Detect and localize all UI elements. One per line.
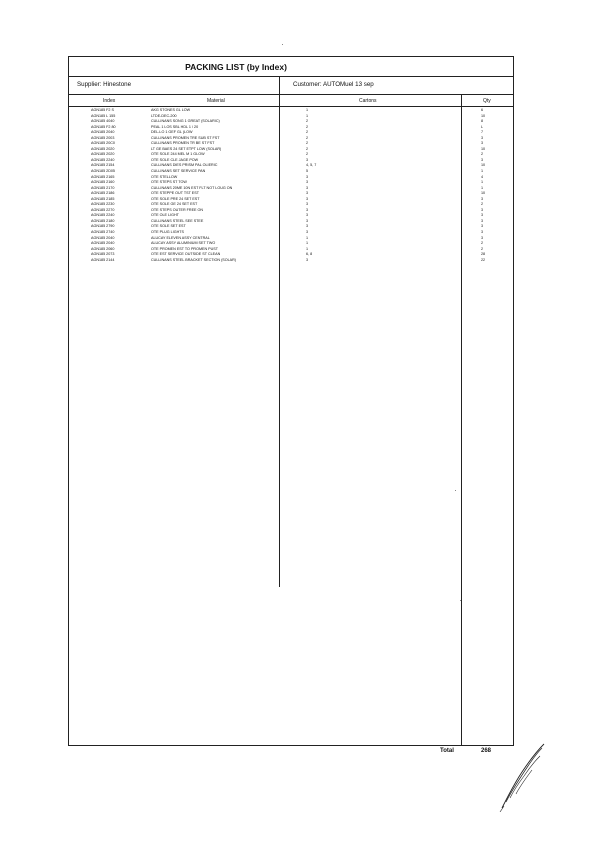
total-value: 268 <box>481 748 492 754</box>
row-description: OTE STEPS OUTER FREE ON <box>151 207 204 212</box>
row-description: ALUCAY ASSY ALUMINIUM SET TWO <box>151 241 216 246</box>
handwritten-signature <box>498 740 550 812</box>
row-description: CULLINANS STEEL BRACKET SECTION (SOLAR) <box>151 257 237 262</box>
row-code: AGN185 2040 <box>91 130 115 135</box>
row-qty: 2 <box>481 241 484 246</box>
row-cartons: 2 <box>306 124 309 129</box>
row-description: OTE STELLOW <box>151 174 178 179</box>
customer-name: AUTOMuel 13 sep <box>322 81 374 88</box>
row-qty: 2 <box>481 152 484 157</box>
row-description: CULLINANS 20ME 10N EST FLT NOT LOUG ON <box>151 185 233 190</box>
row-cartons: 3 <box>306 191 309 196</box>
row-code: AGN185 2D05 <box>91 169 115 174</box>
row-description: LTDE-DEC-200 <box>151 113 177 118</box>
row-code: AGN185 2144 <box>91 257 115 262</box>
scan-speck <box>460 600 461 601</box>
row-code: AGN185 2165 <box>91 174 115 179</box>
column-header-row <box>69 95 513 107</box>
row-qty: 1 <box>481 185 484 190</box>
row-code: AGN185 2270 <box>91 207 115 212</box>
row-cartons: 3 <box>306 207 309 212</box>
row-description: OTE SOLE CLE JAGE POW <box>151 157 199 162</box>
row-description: CULLINANS STEEL SEE STEE <box>151 218 204 223</box>
row-qty: 1 <box>481 169 484 174</box>
row-qty: 3 <box>481 224 484 229</box>
document-title: PACKING LIST (by Index) <box>69 57 513 77</box>
row-description: OTE SOLE SET EST <box>151 224 186 229</box>
row-cartons: 3 <box>306 224 309 229</box>
row-cartons: 3 <box>306 180 309 185</box>
row-code: AGN185 2740 <box>91 230 115 235</box>
row-code: AGN185 2160 <box>91 180 115 185</box>
row-qty: 7 <box>481 130 484 135</box>
col-qty: Qty <box>483 98 491 104</box>
row-qty: 2 <box>481 246 484 251</box>
scan-speck <box>455 490 456 491</box>
row-code: AGN185 2790 <box>91 224 115 229</box>
table-row <box>69 258 513 264</box>
row-cartons: 3 <box>306 185 309 190</box>
row-code: AGN185 2240 <box>91 213 115 218</box>
row-description: DEL-LO 1 GEF GL (LOW <box>151 130 193 135</box>
row-qty: 10 <box>481 113 486 118</box>
row-qty: 10 <box>481 146 486 151</box>
row-cartons: 2 <box>306 146 309 151</box>
row-cartons: 3 <box>306 196 309 201</box>
row-code: AGN185 2040 <box>91 235 115 240</box>
row-qty: L <box>481 124 484 129</box>
row-qty: 6 <box>481 108 484 112</box>
row-description: CULLINANS DIES PRISM PAL OLIERIC <box>151 163 218 168</box>
row-code: AGN185 2185 <box>91 196 115 201</box>
row-qty: 4 <box>481 174 484 179</box>
row-qty: 1 <box>481 180 484 185</box>
row-qty: 10 <box>481 191 486 196</box>
row-qty: 3 <box>481 157 484 162</box>
row-description: CULLINANS PROMEN TR BE ST FST <box>151 141 215 146</box>
row-description: PEAL 1 LOS SBL HDL 1 / 20 <box>151 124 199 129</box>
row-code: AGN185 2003 <box>91 135 115 140</box>
row-description: CULLINANS PROMEN TRE SUB ST FST <box>151 135 220 140</box>
row-description: OTE SOLE GE 24 SET EST <box>151 202 198 207</box>
col-cartons: Cartons <box>359 98 377 104</box>
row-description: OTE STEPS ST TOW <box>151 180 187 185</box>
row-cartons: 2 <box>306 141 309 146</box>
row-cartons: 3 <box>306 174 309 179</box>
row-description: CULLINANS SET SERVICE PAN <box>151 169 206 174</box>
row-cartons: 1 <box>306 241 309 246</box>
row-description: OTE OLE LIGHT <box>151 213 179 218</box>
row-description: LT GE BAES 24 SET ETPT LOW (SOLAR) <box>151 146 222 151</box>
row-cartons: 5 <box>306 169 309 174</box>
row-cartons: 3 <box>306 230 309 235</box>
row-qty: 10 <box>481 163 486 168</box>
row-description: OTE EST SERVICE OUTSIDE ST CLEAN <box>151 252 221 257</box>
row-qty: 3 <box>481 135 484 140</box>
row-description: OTE STEPPE OUT TST EST <box>151 191 199 196</box>
row-qty: 22 <box>481 257 486 262</box>
packing-list-frame <box>68 56 514 746</box>
row-cartons: 3 <box>306 202 309 207</box>
supplier-label: Supplier: <box>77 81 102 88</box>
row-cartons: 2 <box>306 135 309 140</box>
row-code: AGN185 2040 <box>91 241 115 246</box>
row-description: ALUCAY ELEVEN ASSY CENTRAL <box>151 235 210 240</box>
row-qty: 3 <box>481 207 484 212</box>
row-code: AGN185 F2 S <box>91 108 114 112</box>
row-qty: 3 <box>481 213 484 218</box>
row-code: AGN185 2186 <box>91 191 115 196</box>
supplier <box>77 81 131 88</box>
row-qty: 8 <box>481 119 484 124</box>
row-cartons: 1 <box>306 246 309 251</box>
col-description: Material <box>207 98 225 104</box>
row-qty: 3 <box>481 196 484 201</box>
party-row <box>69 77 513 95</box>
row-cartons: 2 <box>306 130 309 135</box>
row-description: OTE PROMEN EST TO PROMEN PUST <box>151 246 218 251</box>
row-code: AGN185 4040 <box>91 119 115 124</box>
customer-label: Customer: <box>293 81 322 88</box>
row-qty: 3 <box>481 235 484 240</box>
row-qty: 2 <box>481 202 484 207</box>
row-cartons: 3 <box>306 213 309 218</box>
row-code: AGN185 2180 <box>91 218 115 223</box>
row-description: OTE SOLE 244 MEL M 1 GLOW <box>151 152 205 157</box>
row-qty: 3 <box>481 218 484 223</box>
row-cartons: 1 <box>306 235 309 240</box>
row-description: AKG STONES GL LOW <box>151 108 191 112</box>
scan-speck <box>282 44 283 45</box>
row-code: AGN185 2020 <box>91 146 115 151</box>
row-code: AGN185 2240 <box>91 157 115 162</box>
row-code: AGN185 F2 80 <box>91 124 116 129</box>
row-description: CULLINANS SONG 1 GREAT (SOLARIC) <box>151 119 220 124</box>
row-code: AGN185 2073 <box>91 252 115 257</box>
supplier-name: Hinestone <box>103 81 132 88</box>
row-description: OTE PLUG LIGHTS <box>151 230 184 235</box>
row-cartons: 2 <box>306 152 309 157</box>
row-qty: 3 <box>481 230 484 235</box>
row-cartons: 3 <box>306 157 309 162</box>
row-cartons: 6, 8 <box>306 252 313 257</box>
total-label: Total <box>440 748 454 754</box>
row-cartons: 4, 5, 7 <box>306 163 317 168</box>
row-code: AGN185 2020 <box>91 152 115 157</box>
customer <box>293 81 374 88</box>
row-code: AGN185 2154 <box>91 163 115 168</box>
row-code: AGN185 20C0 <box>91 141 115 146</box>
row-cartons: 3 <box>306 218 309 223</box>
row-description: OTE SOLE PRE 24 SET EST <box>151 196 200 201</box>
row-code: AGN185 2170 <box>91 185 115 190</box>
row-cartons: 1 <box>306 113 309 118</box>
row-code: AGN185 2060 <box>91 246 115 251</box>
packing-table <box>69 108 513 263</box>
col-code: Index <box>103 98 116 104</box>
party-divider <box>279 77 280 95</box>
row-qty: 3 <box>481 141 484 146</box>
row-code: AGN185 L 155 <box>91 113 116 118</box>
row-cartons: 1 <box>306 108 309 112</box>
row-qty: 28 <box>481 252 486 257</box>
row-code: AGN185 2230 <box>91 202 115 207</box>
row-cartons: 2 <box>306 119 309 124</box>
row-cartons: 3 <box>306 257 309 262</box>
